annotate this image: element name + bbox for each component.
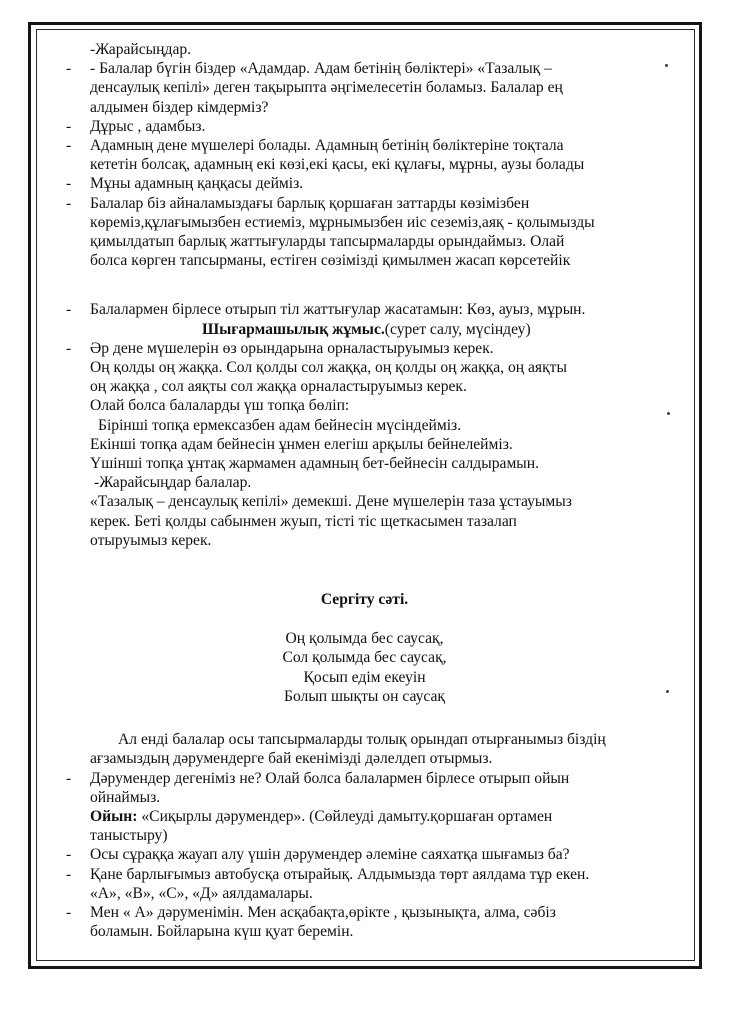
line-text: Бірінші топқа ермексазбен адам бейнесін мүсіндейміз. (98, 416, 462, 434)
document-body (52, 40, 677, 941)
text-line (52, 749, 677, 768)
line-text: қимылдатып барлық жаттығуларды тапсырмаларды орындаймыз. Олай (90, 233, 565, 251)
section-title-note: (сурет салу, мүсіндеу) (384, 320, 531, 338)
line-text: Балалар біз айналамыздағы барлық қоршаған заттарды көзімізбен (90, 194, 530, 212)
poem-text: Қосып едім екеуін (303, 668, 426, 686)
poem-line (52, 648, 677, 667)
text-line (52, 358, 677, 377)
section-title (52, 320, 677, 339)
section-heading (52, 590, 677, 609)
list-dash: - (66, 339, 72, 357)
line-text: керек. Беті қолды сабынмен жуып, тісті тіс щеткасымен тазалап (90, 512, 517, 530)
list-dash: - (66, 903, 72, 921)
line-text: ағзамыздың дәрумендерге бай екенімізді дәлелдеп отырмыз. (90, 750, 493, 768)
line-text: «Сиқырлы дәрумендер». (Сөйлеуді дамыту.қоршаған ортамен (137, 807, 553, 825)
list-item (52, 845, 677, 864)
text-line (52, 213, 677, 232)
list-dash: - (66, 117, 72, 135)
scan-speck (667, 412, 670, 415)
line-text: Мұны адамның қаңқасы дейміз. (90, 175, 304, 193)
list-dash: - (66, 175, 72, 193)
line-text: алдымен біздер кімдерміз? (90, 98, 269, 116)
list-dash: - (66, 301, 72, 319)
heading-text: Сергіту сәті. (320, 591, 409, 609)
list-dash: - (66, 846, 72, 864)
list-dash: - (66, 194, 72, 212)
line-text: Дұрыс , адамбыз. (90, 117, 206, 135)
line-text: боламын. Бойларына күш қуат беремін. (90, 923, 354, 941)
list-dash: - (66, 60, 72, 78)
line-text: ойнаймыз. (90, 788, 161, 806)
text-line (52, 531, 677, 550)
line-text: Балалармен бірлесе отырып тіл жаттығулар жасатамын: Көз, ауыз, мұрын. (90, 301, 586, 319)
text-line (52, 78, 677, 97)
text-line (52, 396, 677, 415)
list-item (52, 194, 677, 213)
text-line (52, 492, 677, 511)
text-line (52, 807, 677, 826)
section-title-bold: Шығармашылық жұмыс. (202, 320, 385, 338)
line-text: Осы сұраққа жауап алу үшін дәрумендер әлеміне саяхатқа шығамыз ба? (90, 846, 570, 864)
line-text: оң жаққа , сол аяқты сол жаққа орналастыруымыз керек. (90, 378, 467, 396)
list-dash: - (66, 769, 72, 787)
line-text: -Жарайсыңдар. (90, 41, 192, 58)
line-text: Дәрумендер дегеніміз не? Олай болса балалармен бірлесе отырып ойын (90, 769, 570, 787)
line-text: Үшінші топқа ұнтақ жармамен адамның бет-бейнесін салдырамын. (90, 455, 540, 473)
text-line (52, 512, 677, 531)
text-line (52, 416, 677, 435)
text-line (52, 826, 677, 845)
list-dash: - (66, 865, 72, 883)
line-text: Қане барлығымыз автобусқа отырайық. Алдымызда төрт аялдама тұр екен. (90, 865, 590, 883)
line-text: кететін болсақ, адамның екі көзі,екі қасы, екі құлағы, мұрны, аузы болады (90, 156, 585, 174)
poem-text: Оң қолымда бес саусақ, (285, 630, 444, 648)
list-item (52, 300, 677, 319)
line-text: Олай болса балаларды үш топқа бөліп: (90, 397, 350, 415)
poem-line (52, 668, 677, 687)
line-text: -Жарайсыңдар балалар. (94, 474, 252, 492)
line-text: - Балалар бүгін біздер «Адамдар. Адам бетінің бөліктері» «Тазалық – (90, 60, 552, 78)
line-text: көреміз,құлағымызбен естиеміз, мұрнымызбен иіс сеземіз,аяқ - қолымызды (90, 213, 595, 231)
text-line (52, 435, 677, 454)
list-item (52, 339, 677, 358)
list-item (52, 136, 677, 155)
text-line (52, 377, 677, 396)
text-line (52, 788, 677, 807)
line-text: Мен « А» дәруменімін. Мен асқабақта,өрікте , қызынықта, алма, сәбіз (90, 903, 556, 921)
line-text: болса көрген тапсырманы, естіген сөзімізді қимылмен жасап көрсетейік (90, 252, 571, 270)
line-text: таныстыру) (90, 827, 168, 845)
line-text: Адамның дене мүшелері болады. Адамның бетінің бөліктеріне тоқтала (90, 137, 564, 155)
poem-line (52, 629, 677, 648)
scan-speck (666, 690, 669, 693)
line-text: Екінші топқа адам бейнесін ұнмен елегіш арқылы бейнелейміз. (90, 435, 513, 453)
text-line (52, 251, 677, 270)
game-label: Ойын: (90, 807, 138, 825)
poem-text: Сол қолымда бес саусақ, (282, 649, 447, 667)
line-text: Оң қолды оң жаққа. Сол қолды сол жаққа, оң қолды оң жаққа, оң аяқты (90, 359, 567, 377)
list-item (52, 865, 677, 884)
list-item (52, 903, 677, 922)
line-text: «Тазалық – денсаулық кепілі» демекші. Дене мүшелерін таза ұстауымыз (90, 493, 572, 511)
text-line (52, 40, 677, 59)
poem-text: Болып шықты он саусақ (284, 687, 445, 705)
line-text: денсаулық кепілі» деген тақырыпта әңгімелесетін боламыз. Балалар ең (90, 79, 563, 97)
text-line (52, 155, 677, 174)
line-text: «А», «В», «С», «Д» аялдамалары. (90, 884, 313, 902)
scan-speck (665, 64, 668, 67)
text-line (52, 730, 677, 749)
text-line (52, 98, 677, 117)
text-line (52, 473, 677, 492)
line-text: Ал енді балалар осы тапсырмаларды толық орындап отырғанымыз біздің (118, 731, 606, 749)
list-item (52, 769, 677, 788)
line-text: отыруымыз керек. (90, 531, 212, 549)
list-item (52, 174, 677, 193)
text-line (52, 232, 677, 251)
poem-line (52, 687, 677, 706)
list-item (52, 59, 677, 78)
text-line (52, 454, 677, 473)
list-item (52, 117, 677, 136)
text-line (52, 922, 677, 941)
list-dash: - (66, 137, 72, 155)
text-line (52, 884, 677, 903)
line-text: Әр дене мүшелерін өз орындарына орналастыруымыз керек. (90, 339, 494, 357)
